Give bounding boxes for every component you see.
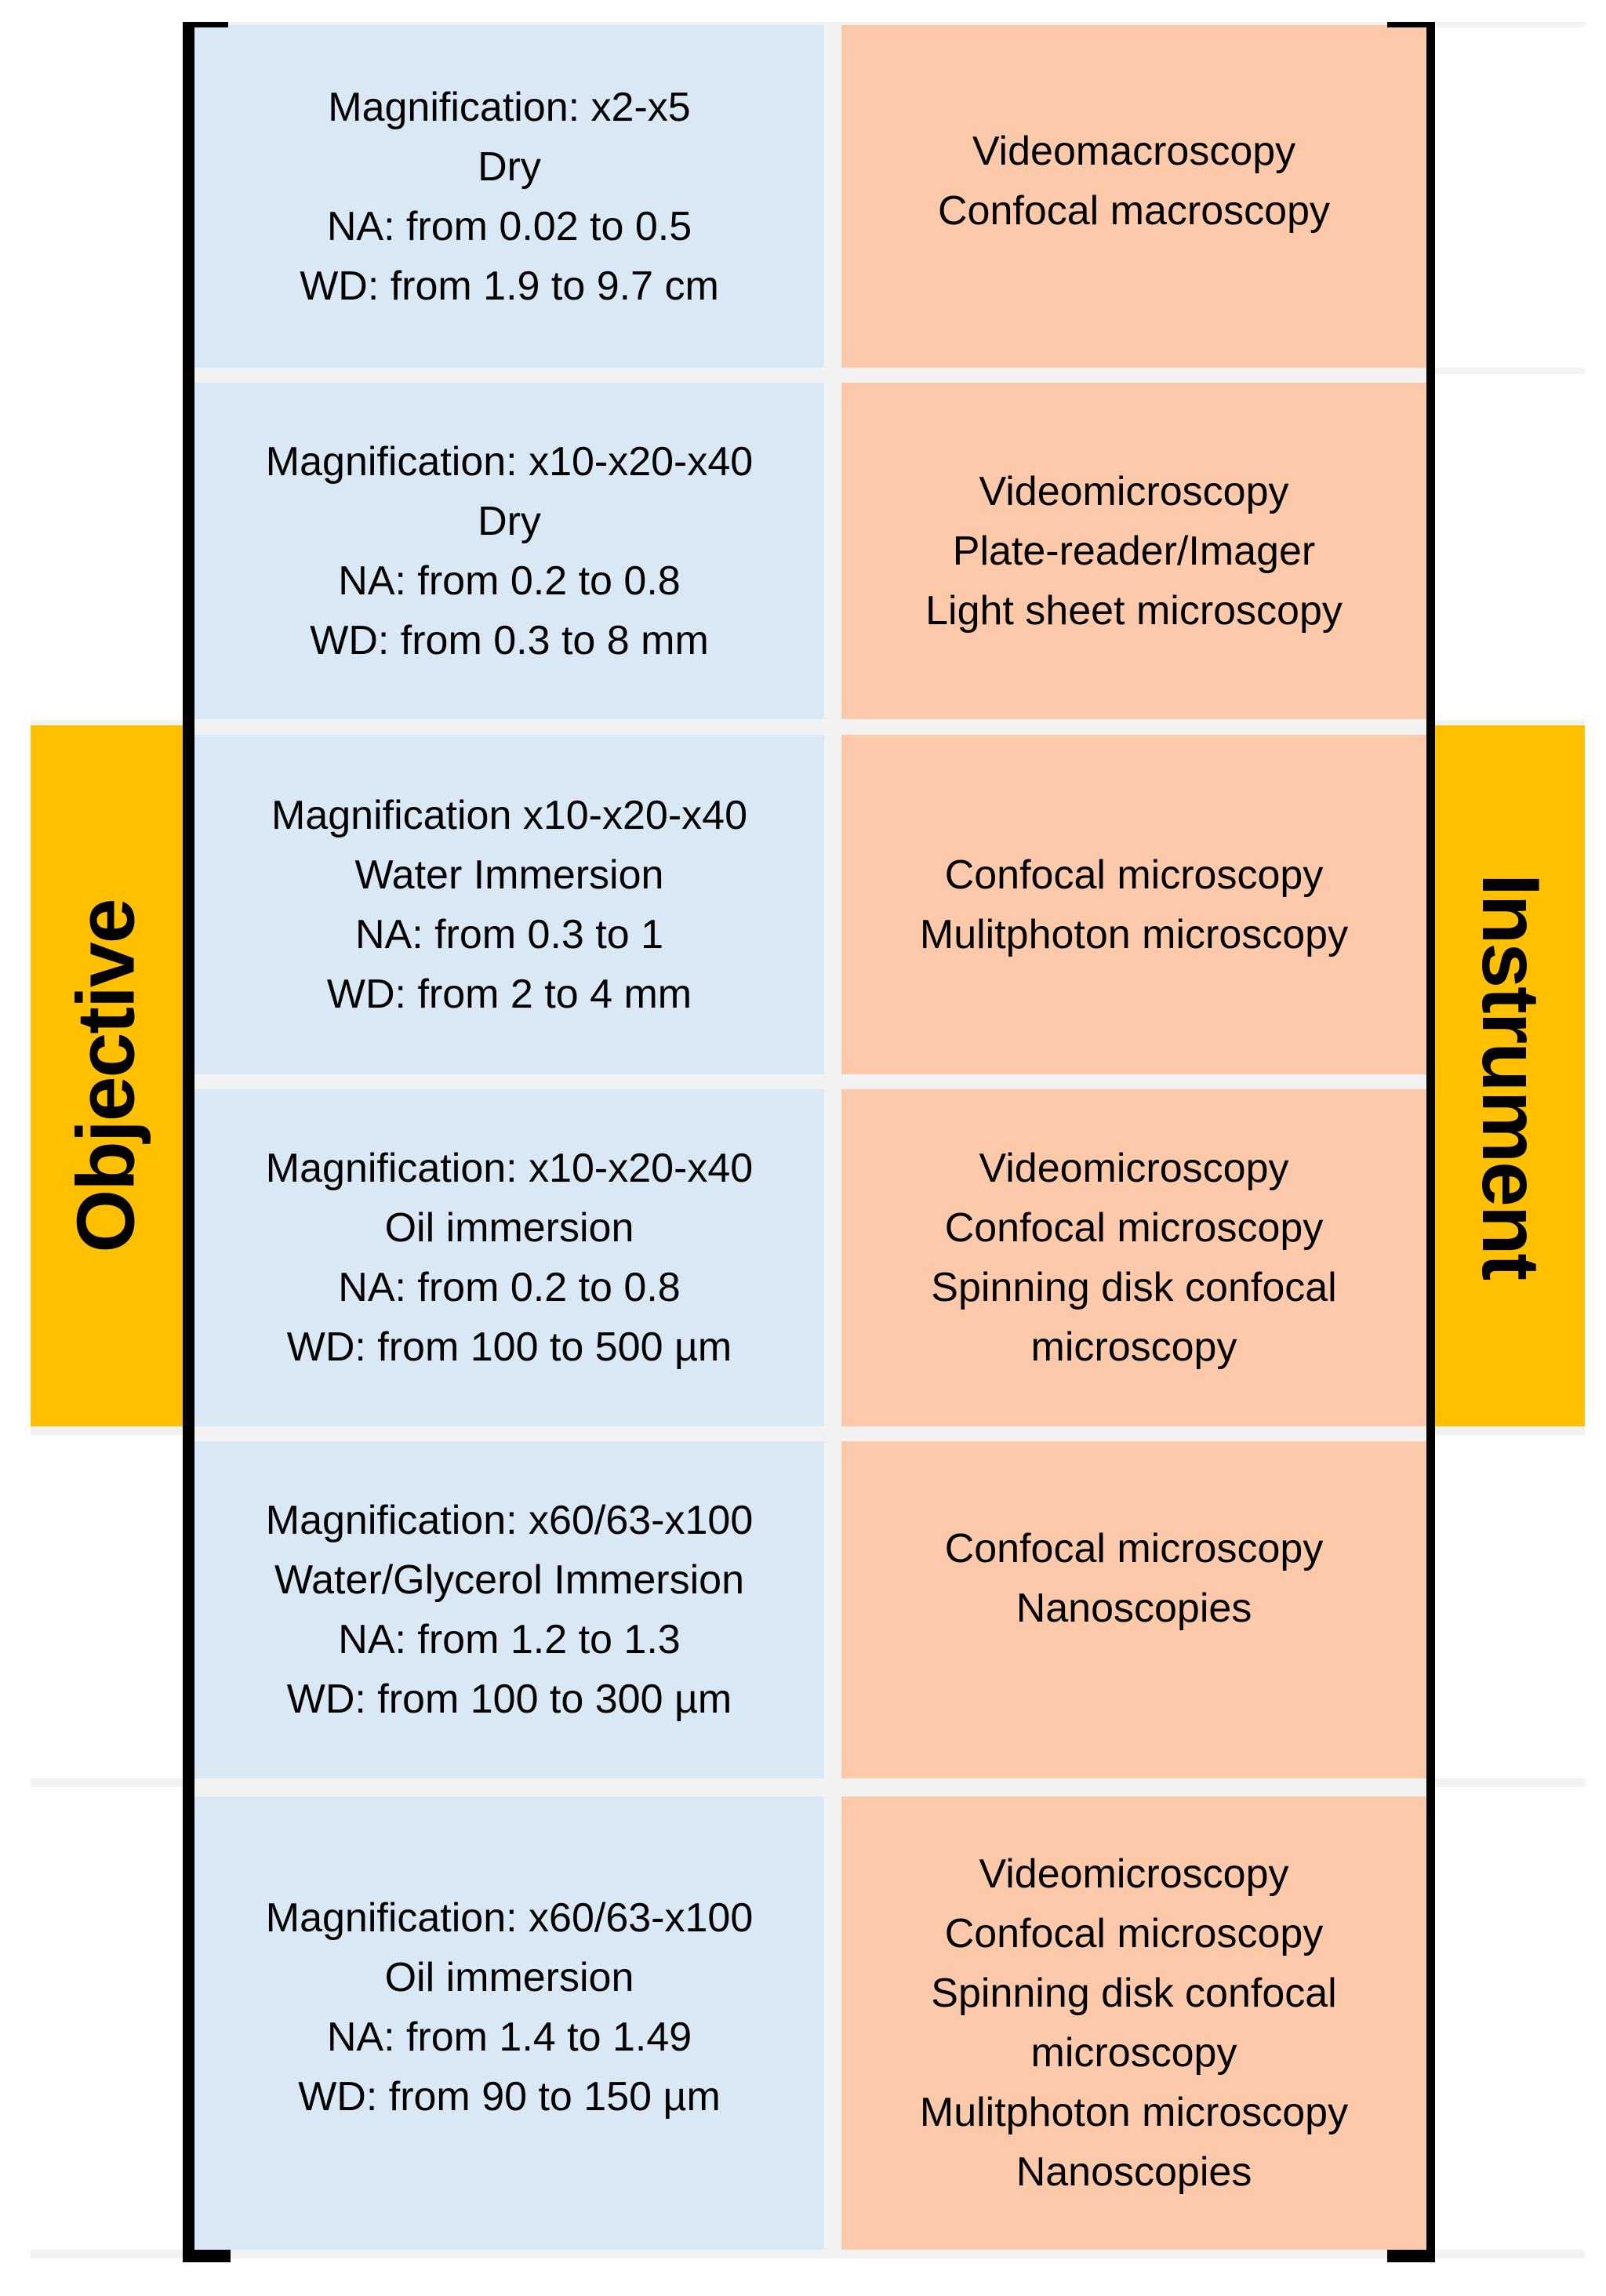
objective-magnification: Magnification: x10-x20-x40 — [265, 438, 754, 485]
instrument-item: Videomicroscopy — [979, 1851, 1289, 1897]
instrument-item: Spinning disk confocal — [931, 1265, 1337, 1310]
objective-cell-row-5 — [194, 1441, 824, 1778]
instrument-item: Confocal microscopy — [944, 1205, 1324, 1251]
objective-label: Objective — [60, 899, 152, 1253]
instrument-cell-row-4 — [841, 1089, 1426, 1426]
instrument-label-band — [1435, 725, 1585, 1426]
objective-cell-row-1 — [194, 25, 824, 368]
left-bracket-bottom-cap — [183, 2250, 231, 2262]
objective-magnification: Magnification: x10-x20-x40 — [265, 1146, 754, 1191]
objective-medium: Dry — [478, 144, 541, 190]
instrument-cell-row-2 — [841, 383, 1426, 719]
divider-left-band-top — [31, 720, 183, 725]
objective-na: NA: from 0.02 to 0.5 — [326, 203, 692, 249]
instrument-cell-row-6 — [841, 1796, 1426, 2250]
instrument-item: microscopy — [1030, 1324, 1237, 1370]
instrument-item: Light sheet microscopy — [925, 587, 1343, 634]
instrument-item: Confocal microscopy — [944, 852, 1324, 898]
objective-magnification: Magnification x10-x20-x40 — [271, 792, 747, 838]
objective-na: NA: from 0.3 to 1 — [354, 911, 664, 957]
right-bracket-top-cap — [1387, 22, 1435, 27]
instrument-item: Confocal macroscopy — [938, 187, 1330, 234]
instrument-item: Confocal microscopy — [944, 1911, 1324, 1956]
objective-wd: WD: from 100 to 500 µm — [286, 1324, 732, 1370]
objective-wd: WD: from 2 to 4 mm — [326, 971, 692, 1017]
divider-right-5 — [1435, 1778, 1585, 1787]
right-bracket-line — [1426, 22, 1435, 2262]
instrument-item: Nanoscopies — [1016, 2149, 1252, 2195]
instrument-item: Videomicroscopy — [979, 1146, 1289, 1191]
instrument-item: microscopy — [1030, 2030, 1237, 2076]
instrument-item: Mulitphoton microscopy — [919, 911, 1349, 957]
divider-right-1 — [1435, 368, 1585, 374]
instrument-cell-row-3 — [841, 735, 1426, 1074]
instrument-item: Plate-reader/Imager — [952, 528, 1316, 574]
objective-na: NA: from 0.2 to 0.8 — [338, 1265, 681, 1310]
objective-medium: Oil immersion — [384, 1955, 634, 2000]
left-bracket-top-cap — [183, 22, 228, 27]
instrument-item: Nanoscopies — [1016, 1586, 1252, 1631]
objective-medium: Dry — [478, 498, 541, 544]
divider-right-bottom — [1435, 2250, 1585, 2258]
objective-cell-row-2 — [194, 383, 824, 719]
instrument-cell-row-1 — [841, 25, 1426, 368]
objective-wd: WD: from 90 to 150 µm — [298, 2074, 721, 2120]
objective-medium: Water Immersion — [354, 852, 664, 898]
objective-na: NA: from 0.2 to 0.8 — [338, 558, 681, 604]
divider-left-bottom — [31, 2250, 183, 2258]
objective-na: NA: from 1.2 to 1.3 — [338, 1617, 681, 1662]
objective-cell-row-3 — [194, 735, 824, 1074]
left-bracket-line — [183, 22, 194, 2262]
objective-label-band — [31, 725, 183, 1426]
instrument-item: Confocal microscopy — [944, 1526, 1324, 1571]
divider-left-5 — [31, 1778, 183, 1787]
objective-wd: WD: from 100 to 300 µm — [286, 1677, 732, 1722]
instrument-item: Videomacroscopy — [972, 128, 1296, 174]
objective-medium: Oil immersion — [384, 1205, 634, 1251]
objective-magnification: Magnification: x60/63-x100 — [265, 1498, 754, 1543]
objective-cell-row-4 — [194, 1089, 824, 1426]
objective-na: NA: from 1.4 to 1.49 — [326, 2014, 692, 2060]
objective-wd: WD: from 0.3 to 8 mm — [310, 617, 709, 663]
divider-left-band-bottom — [31, 1426, 183, 1435]
instrument-item: Videomicroscopy — [979, 468, 1289, 514]
instrument-item: Mulitphoton microscopy — [919, 2090, 1349, 2135]
instrument-item: Spinning disk confocal — [931, 1971, 1337, 2016]
objective-cell-row-6 — [194, 1796, 824, 2250]
objective-medium: Water/Glycerol Immersion — [274, 1557, 745, 1603]
objective-wd: WD: from 1.9 to 9.7 cm — [300, 263, 719, 309]
objective-magnification: Magnification: x60/63-x100 — [265, 1895, 754, 1941]
divider-right-band-bottom — [1435, 1426, 1585, 1435]
divider-right-top — [1435, 22, 1585, 27]
divider-right-band-top — [1435, 720, 1585, 725]
instrument-cell-row-5 — [841, 1441, 1426, 1778]
right-bracket-bottom-cap — [1387, 2250, 1435, 2262]
objective-magnification: Magnification: x2-x5 — [328, 84, 691, 130]
instrument-label: Instrument — [1465, 873, 1556, 1279]
